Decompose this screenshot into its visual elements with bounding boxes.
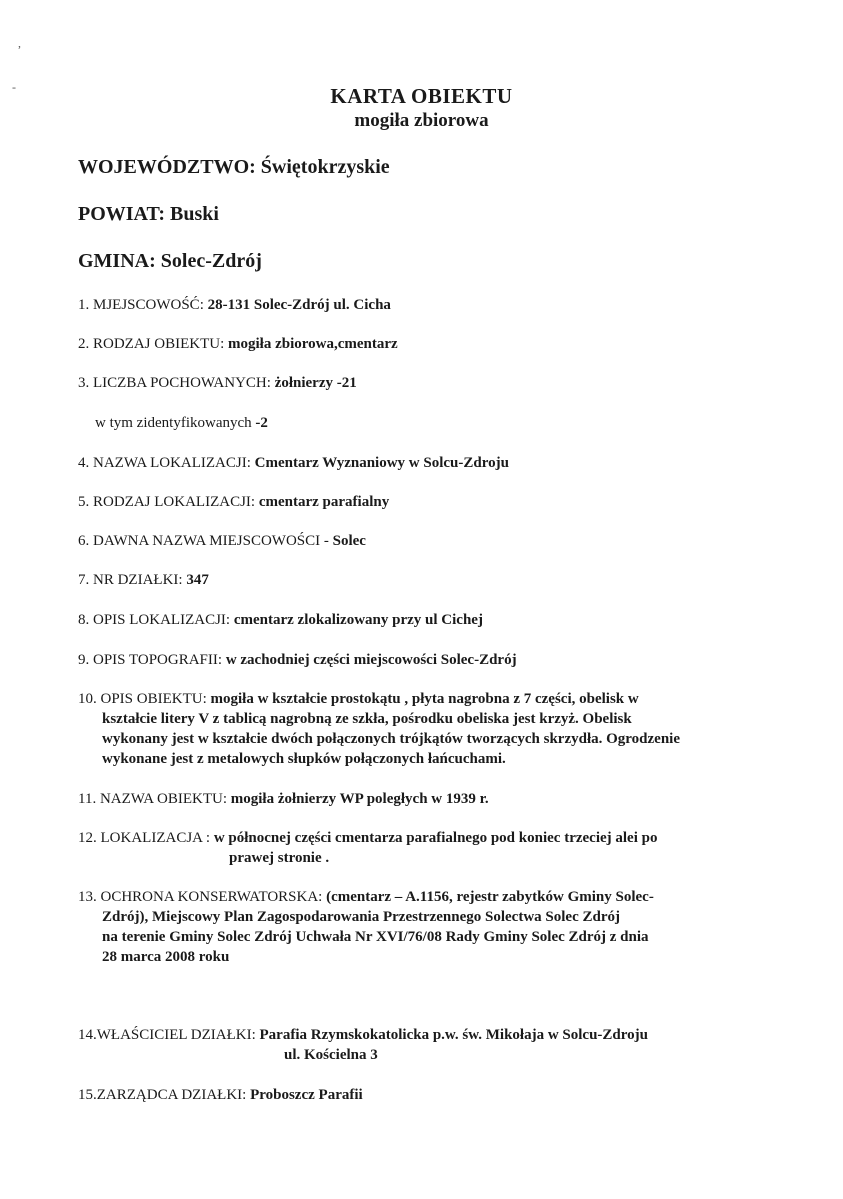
region-value: Buski	[165, 203, 219, 225]
item-value: (cmentarz – A.1156, rejestr zabytków Gminy Solec-	[326, 889, 654, 905]
item-continuation: prawej stronie .	[229, 850, 330, 866]
item-continuation: 28 marca 2008 roku	[102, 949, 230, 965]
item-manager	[78, 1085, 363, 1105]
item-label: 2. RODZAJ OBIEKTU:	[78, 336, 228, 352]
item-locality	[78, 295, 391, 315]
item-owner	[78, 1025, 648, 1045]
item-label: 14.WŁAŚCICIEL DZIAŁKI:	[78, 1027, 260, 1043]
item-value: żołnierzy -21	[274, 375, 357, 391]
item-location-type	[78, 492, 389, 512]
item-value: Cmentarz Wyznaniowy w Solcu-Zdroju	[254, 455, 509, 471]
item-plot-number	[78, 570, 209, 590]
item-object-type	[78, 334, 398, 354]
item-label: 4. NAZWA LOKALIZACJI:	[78, 455, 255, 471]
region-county	[78, 203, 219, 226]
item-label: 13. OCHRONA KONSERWATORSKA:	[78, 889, 327, 905]
item-value: w zachodniej części miejscowości Solec-Zdrój	[225, 652, 517, 668]
item-value: mogiła w kształcie prostokątu , płyta nagrobna z 7 części, obelisk w	[210, 691, 639, 707]
item-value: mogiła żołnierzy WP poległych w 1939 r.	[230, 791, 489, 807]
item-label: 10. OPIS OBIEKTU:	[78, 691, 211, 707]
item-label: 7. NR DZIAŁKI:	[78, 572, 187, 588]
region-value: Solec-Zdrój	[155, 250, 262, 272]
item-value: 28-131 Solec-Zdrój ul. Cicha	[207, 297, 391, 313]
item-location-name	[78, 453, 509, 473]
item-localization	[78, 828, 657, 848]
item-value: -2	[255, 415, 268, 431]
item-location-description	[78, 610, 483, 630]
item-continuation: kształcie litery V z tablicą nagrobną ze szkła, pośrodku obeliska jest krzyż. Obelisk	[102, 711, 632, 727]
item-identified-count	[95, 413, 268, 433]
item-continuation: wykonane jest z metalowych słupków połączonych łańcuchami.	[102, 751, 506, 767]
item-label: 3. LICZBA POCHOWANYCH:	[78, 375, 275, 391]
item-label: 12. LOKALIZACJA :	[78, 830, 214, 846]
item-value: cmentarz parafialny	[258, 494, 390, 510]
item-value: 347	[186, 572, 209, 588]
item-continuation: na terenie Gminy Solec Zdrój Uchwała Nr XVI/76/08 Rady Gminy Solec Zdrój z dnia	[102, 929, 649, 945]
item-object-description	[78, 689, 639, 709]
item-label: 6. DAWNA NAZWA MIEJSCOWOŚCI -	[78, 533, 333, 549]
item-continuation: Zdrój), Miejscowy Plan Zagospodarowania Przestrzennego Solectwa Solec Zdrój	[102, 909, 620, 925]
region-label: POWIAT:	[78, 203, 166, 225]
page-subtitle: mogiła zbiorowa	[354, 110, 489, 131]
item-value: Parafia Rzymskokatolicka p.w. św. Mikołaja w Solcu-Zdroju	[259, 1027, 648, 1043]
item-buried-count	[78, 373, 357, 393]
item-label: 15.ZARZĄDCA DZIAŁKI:	[78, 1087, 251, 1103]
item-continuation: ul. Kościelna 3	[284, 1047, 378, 1063]
region-municipality	[78, 250, 262, 273]
region-label: WOJEWÓDZTWO:	[78, 156, 256, 178]
region-label: GMINA:	[78, 250, 156, 272]
item-topography	[78, 650, 517, 670]
item-conservation	[78, 887, 654, 907]
scan-mark: -	[12, 80, 16, 94]
item-value: cmentarz zlokalizowany przy ul Cichej	[233, 612, 483, 628]
scan-mark: ,	[18, 36, 21, 50]
item-label: 8. OPIS LOKALIZACJI:	[78, 612, 234, 628]
item-continuation: wykonany jest w kształcie dwóch połączonych trójkątów tworzących skrzydła. Ogrodzenie	[102, 731, 681, 747]
item-value: w północnej części cmentarza parafialnego pod koniec trzeciej alei po	[213, 830, 658, 846]
item-label: 11. NAZWA OBIEKTU:	[78, 791, 231, 807]
item-former-name	[78, 531, 366, 551]
item-object-name	[78, 789, 489, 809]
page-title: KARTA OBIEKTU	[330, 84, 513, 108]
item-label: w tym zidentyfikowanych	[95, 415, 256, 431]
item-label: 5. RODZAJ LOKALIZACJI:	[78, 494, 259, 510]
region-voivodeship	[78, 156, 390, 179]
region-value: Świętokrzyskie	[255, 156, 390, 178]
item-value: mogiła zbiorowa,cmentarz	[228, 336, 398, 352]
item-label: 1. MJEJSCOWOŚĆ:	[78, 297, 208, 313]
item-label: 9. OPIS TOPOGRAFII:	[78, 652, 226, 668]
item-value: Solec	[332, 533, 366, 549]
item-value: Proboszcz Parafii	[250, 1087, 363, 1103]
